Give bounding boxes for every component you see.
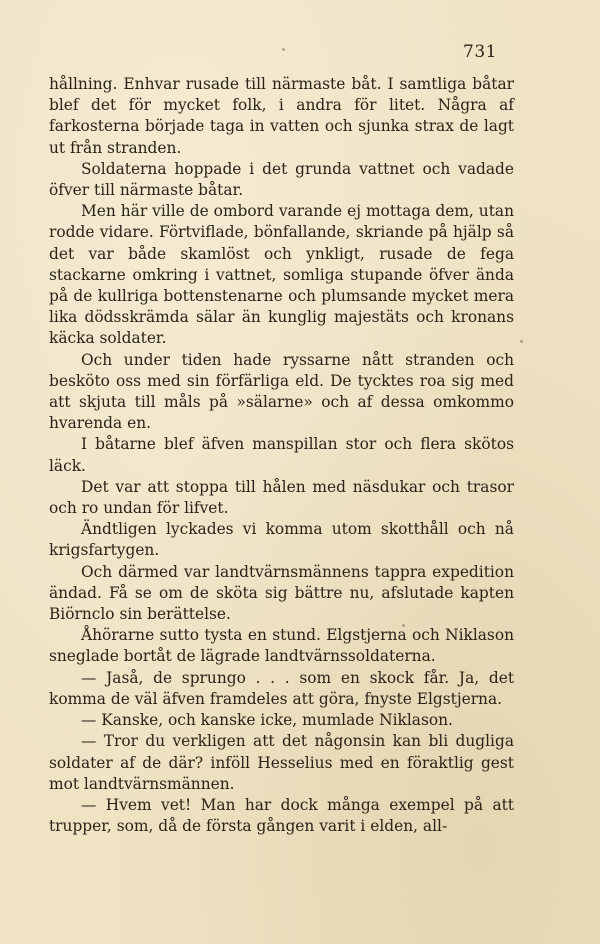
paragraph: — Jaså, de sprungo . . . som en skock får. Ja, det komma de väl äfven framdeles att göra, fnyste Elgstjerna.: [49, 668, 514, 708]
body-text: [49, 74, 514, 837]
paragraph: Soldaterna hoppade i det grunda vattnet och vadade öfver till närmaste båtar.: [49, 159, 514, 200]
paper-speck: [520, 340, 523, 343]
paragraph: Åhörarne sutto tysta en stund. Elgstjerna och Niklason sneglade bortåt de lägrade landtvärnssoldaterna.: [49, 626, 514, 666]
paragraph: Men här ville de ombord varande ej mottaga dem, utan rodde vidare. Förtviflade, bönfallande, skriande på hjälp så det var både skamlöst och ynkligt, rusade de fega stackarne omkring i vattnet, somliga stupande öfver ända på de kullriga bottenstenarne och plumsande mycket mera lika dödsskrämda sälar än kunglig majestäts och kronans käcka soldater.: [49, 202, 514, 348]
paragraph: — Kanske, och kanske icke, mumlade Niklason.: [81, 711, 453, 730]
page-number: 731: [463, 42, 497, 62]
paper-speck: [282, 48, 285, 51]
paper-speck: [402, 624, 405, 627]
paragraph: I båtarne blef äfven manspillan stor och flera skötos läck.: [49, 435, 514, 475]
paragraph: Det var att stoppa till hålen med näsdukar och trasor och ro undan för lifvet.: [49, 477, 514, 518]
paragraph: hållning. Enhvar rusade till närmaste båt. I samtliga båtar blef det för mycket folk, i andra för litet. Några af farkosterna började taga in vatten och sjunka strax de lagt ut från stranden.: [49, 75, 514, 157]
paragraph: — Hvem vet! Man har dock många exempel på att trupper, som, då de första gången varit i elden, all-: [49, 795, 514, 836]
paragraph: — Tror du verkligen att det någonsin kan bli dugliga soldater af de där? inföll Hesselius med en föraktlig gest mot landtvärnsmännen.: [49, 732, 514, 793]
paragraph: Och under tiden hade ryssarne nått stranden och besköto oss med sin förfärliga eld. De tycktes roa sig med att skjuta till måls på »sälarne» och af dessa omkommo hvarenda en.: [49, 350, 514, 433]
paragraph: Och därmed var landtvärnsmännens tappra expedition ändad. Få se om de sköta sig bättre nu, afslutade kapten Biörnclo sin berättelse.: [49, 562, 514, 624]
paragraph: Ändtligen lyckades vi komma utom skotthåll och nå krigsfartygen.: [49, 520, 514, 560]
